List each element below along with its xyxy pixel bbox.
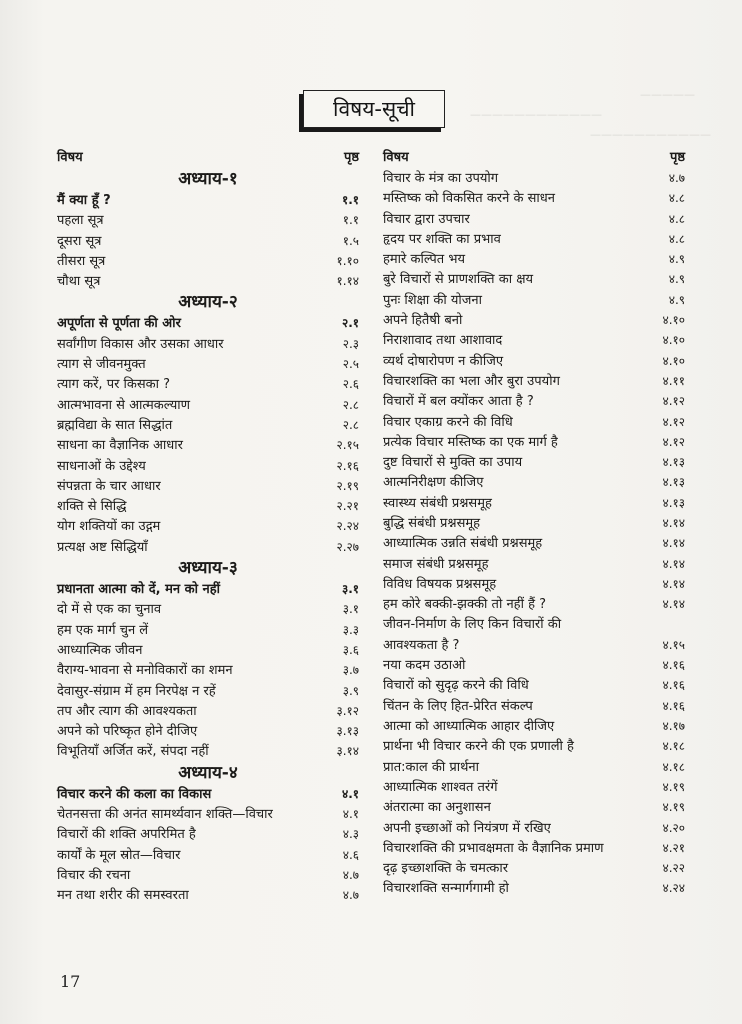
entry-title: वैराग्य-भावना से मनोविकारों का शमन bbox=[57, 663, 233, 679]
toc-entry[interactable] bbox=[383, 249, 685, 269]
entry-page: २.३ bbox=[342, 336, 359, 351]
chapter-heading: अध्याय-४ bbox=[178, 762, 238, 783]
entry-page: ४.१७ bbox=[662, 719, 685, 734]
entry-title: आध्यात्मिक जीवन bbox=[57, 642, 143, 658]
toc-entry[interactable] bbox=[57, 640, 359, 660]
entry-page: ४.१६ bbox=[662, 658, 685, 673]
chapter-heading: अध्याय-२ bbox=[178, 292, 238, 313]
toc-entry[interactable] bbox=[383, 371, 685, 391]
toc-entry[interactable] bbox=[57, 190, 359, 210]
entry-title: दूसरा सूत्र bbox=[57, 233, 102, 249]
entry-page: ४.२० bbox=[662, 820, 685, 835]
toc-entry[interactable] bbox=[57, 334, 359, 354]
entry-page: २.१९ bbox=[336, 478, 359, 493]
chapter-heading: अध्याय-३ bbox=[178, 558, 238, 579]
entry-title: आत्मनिरीक्षण कीजिए bbox=[383, 475, 484, 491]
toc-entry[interactable] bbox=[383, 269, 685, 289]
toc-entry[interactable] bbox=[383, 391, 685, 411]
toc-entry[interactable] bbox=[383, 432, 685, 452]
toc-entry[interactable] bbox=[383, 635, 685, 655]
entry-title: पुनः शिक्षा की योजना bbox=[383, 292, 483, 308]
toc-entry[interactable] bbox=[57, 824, 359, 844]
toc-entry[interactable] bbox=[57, 845, 359, 865]
entry-page: ४.१६ bbox=[662, 698, 685, 713]
toc-entry[interactable] bbox=[57, 435, 359, 455]
entry-title: आत्मा को आध्यात्मिक आहार दीजिए bbox=[383, 719, 555, 735]
toc-entry[interactable] bbox=[57, 620, 359, 640]
toc-entry[interactable] bbox=[383, 736, 685, 756]
entry-page: ४.१ bbox=[341, 786, 359, 801]
entry-page: ४.१० bbox=[662, 353, 685, 368]
toc-right-column bbox=[383, 148, 685, 899]
chapter-heading: अध्याय-१ bbox=[178, 169, 238, 189]
entry-page: २.५ bbox=[342, 357, 359, 372]
toc-entry[interactable] bbox=[383, 757, 685, 777]
entry-page: ४.१५ bbox=[662, 637, 685, 652]
entry-title: संपन्नता के चार आधार bbox=[57, 478, 161, 494]
entry-page: ४.१४ bbox=[662, 576, 685, 591]
toc-entry[interactable] bbox=[383, 472, 685, 492]
entry-page: ४.१३ bbox=[662, 475, 685, 490]
toc-entry[interactable] bbox=[383, 696, 685, 716]
toc-entry[interactable] bbox=[383, 574, 685, 594]
entry-title: विचारशक्ति सन्मार्गगामी हो bbox=[383, 881, 509, 897]
column-header bbox=[57, 148, 359, 168]
toc-entry[interactable] bbox=[383, 168, 685, 188]
toc-entry[interactable] bbox=[383, 330, 685, 350]
entry-title: चेतनसत्ता की अनंत सामर्थ्यवान शक्ति—विचार bbox=[57, 807, 273, 823]
entry-page: ३.१ bbox=[341, 582, 359, 597]
toc-entry[interactable] bbox=[57, 231, 359, 251]
toc-entry[interactable] bbox=[383, 838, 685, 858]
entry-title: हम एक मार्ग चुन लें bbox=[57, 622, 149, 638]
entry-page: ४.८ bbox=[668, 191, 685, 206]
bleed-through-text: ———————————— bbox=[470, 108, 602, 121]
entry-page: ४.२२ bbox=[662, 861, 685, 876]
entry-title: प्रात:काल की प्रार्थना bbox=[383, 759, 479, 775]
entry-title: दृढ़ इच्छाशक्ति के चमत्कार bbox=[383, 861, 509, 877]
toc-entry[interactable] bbox=[57, 313, 359, 333]
entry-title: विचार करने की कला का विकास bbox=[57, 786, 212, 802]
toc-entry[interactable] bbox=[383, 777, 685, 797]
toc-title: विषय-सूची bbox=[333, 97, 415, 121]
toc-entry[interactable] bbox=[57, 251, 359, 271]
entry-title: हमारे कल्पित भय bbox=[383, 252, 466, 268]
entry-title: हृदय पर शक्ति का प्रभाव bbox=[383, 231, 501, 247]
entry-page: ४.७ bbox=[668, 171, 685, 185]
entry-title: चौथा सूत्र bbox=[57, 274, 101, 290]
entry-title: निराशावाद तथा आशावाद bbox=[383, 333, 503, 349]
entry-page: ३.१ bbox=[342, 602, 359, 617]
entry-page: ४.१२ bbox=[662, 414, 685, 429]
entry-title: हम कोरे बक्की-झक्की तो नहीं हैं ? bbox=[383, 597, 547, 613]
toc-entry[interactable] bbox=[57, 496, 359, 516]
bleed-through-text: ——————————— bbox=[590, 128, 711, 141]
entry-title: विचार द्वारा उपचार bbox=[383, 211, 470, 227]
entry-title: दुष्ट विचारों से मुक्ति का उपाय bbox=[383, 455, 523, 471]
entry-page: ३.६ bbox=[342, 642, 359, 657]
toc-entry[interactable] bbox=[57, 456, 359, 476]
toc-entry[interactable] bbox=[57, 721, 359, 741]
entry-page: १.१० bbox=[336, 253, 359, 268]
entry-page: २.१५ bbox=[336, 438, 359, 453]
toc-entry[interactable] bbox=[383, 229, 685, 249]
entry-title: कार्यों के मूल स्रोत—विचार bbox=[57, 847, 181, 863]
entry-title: जीवन-निर्माण के लिए किन विचारों की bbox=[383, 616, 562, 632]
entry-page: ४.३ bbox=[342, 827, 359, 842]
entry-title: मैं क्या हूँ ? bbox=[57, 193, 111, 208]
entry-page: ४.७ bbox=[342, 867, 359, 882]
entry-title: त्याग से जीवनमुक्त bbox=[57, 357, 146, 373]
entry-title: प्रत्येक विचार मस्तिष्क का एक मार्ग है bbox=[383, 434, 558, 450]
entry-page: ४.१३ bbox=[662, 495, 685, 510]
entry-title: चिंतन के लिए हित-प्रेरित संकल्प bbox=[383, 698, 533, 714]
toc-entry[interactable] bbox=[57, 804, 359, 824]
entry-page: ४.१४ bbox=[662, 516, 685, 531]
bleed-through-text: ————— bbox=[640, 88, 695, 101]
toc-entry[interactable] bbox=[383, 655, 685, 675]
entry-title: आध्यात्मिक शाश्वत तरंगें bbox=[383, 779, 498, 795]
toc-entry[interactable] bbox=[383, 675, 685, 695]
toc-entry[interactable] bbox=[57, 516, 359, 536]
entry-page: ४.१० bbox=[662, 333, 685, 348]
entry-title: शक्ति से सिद्धि bbox=[57, 499, 127, 515]
entry-title: त्याग करें, पर किसका ? bbox=[57, 377, 171, 393]
entry-title: सर्वांगीण विकास और उसका आधार bbox=[57, 336, 224, 352]
entry-title: विभूतियाँ अर्जित करें, संपदा नहीं bbox=[57, 744, 209, 760]
toc-entry[interactable] bbox=[383, 797, 685, 817]
entry-title: विचार के मंत्र का उपयोग bbox=[383, 171, 499, 186]
entry-page: ३.१४ bbox=[336, 744, 359, 759]
page-header: पृष्ठ bbox=[669, 150, 685, 165]
entry-title: बुद्धि संबंधी प्रश्नसमूह bbox=[383, 516, 481, 532]
entry-page: २.२४ bbox=[336, 519, 359, 534]
entry-page: ४.९ bbox=[668, 252, 685, 267]
toc-entry[interactable] bbox=[57, 784, 359, 804]
entry-title: ब्रह्मविद्या के सात सिद्धांत bbox=[57, 417, 173, 433]
entry-title: प्रधानता आत्मा को दें, मन को नहीं bbox=[57, 582, 221, 598]
entry-page: ४.२१ bbox=[662, 840, 685, 855]
column-header bbox=[383, 148, 685, 168]
toc-entry[interactable] bbox=[383, 716, 685, 736]
entry-title: देवासुर-संग्राम में हम निरपेक्ष न रहें bbox=[57, 683, 216, 699]
entry-page: १.५ bbox=[342, 233, 359, 248]
entry-title: विविध विषयक प्रश्नसमूह bbox=[383, 576, 497, 592]
entry-page: ४.१६ bbox=[662, 678, 685, 693]
toc-entry[interactable] bbox=[383, 878, 685, 898]
toc-entry[interactable] bbox=[383, 533, 685, 553]
page-number: 17 bbox=[60, 972, 81, 991]
entry-page: ४.१४ bbox=[662, 597, 685, 612]
toc-entry[interactable] bbox=[383, 452, 685, 472]
entry-page: ४.१९ bbox=[662, 800, 685, 815]
entry-page: ४.६ bbox=[342, 847, 359, 862]
entry-page: १.१ bbox=[341, 193, 359, 207]
entry-title: स्वास्थ्य संबंधी प्रश्नसमूह bbox=[383, 495, 492, 511]
entry-page: ४.१ bbox=[342, 807, 359, 822]
entry-title: प्रत्यक्ष अष्ट सिद्धियाँ bbox=[57, 539, 148, 555]
entry-title: विचारों को सुदृढ़ करने की विधि bbox=[383, 678, 529, 694]
toc-entry[interactable] bbox=[57, 865, 359, 885]
toc-entry[interactable] bbox=[383, 310, 685, 330]
toc-entry[interactable] bbox=[383, 493, 685, 513]
entry-title: अंतरात्मा का अनुशासन bbox=[383, 800, 491, 816]
entry-page: १.१ bbox=[342, 213, 359, 228]
entry-title: नया कदम उठाओ bbox=[383, 658, 466, 674]
entry-title: आत्मभावना से आत्मकल्याण bbox=[57, 397, 191, 413]
toc-entry[interactable] bbox=[383, 858, 685, 878]
entry-title: मस्तिष्क को विकसित करने के साधन bbox=[383, 191, 555, 207]
toc-entry[interactable] bbox=[57, 374, 359, 394]
toc-entry[interactable] bbox=[383, 209, 685, 229]
entry-title: मन तथा शरीर की समस्वरता bbox=[57, 888, 189, 904]
entry-page: २.१६ bbox=[336, 458, 359, 473]
entry-title: तीसरा सूत्र bbox=[57, 253, 106, 269]
entry-page: ४.१२ bbox=[662, 434, 685, 449]
toc-entry[interactable] bbox=[57, 415, 359, 435]
entry-page: ४.१८ bbox=[662, 759, 685, 774]
toc-entry[interactable] bbox=[57, 660, 359, 680]
entry-title: विचारों में बल क्योंकर आता है ? bbox=[383, 394, 534, 410]
entry-title: आध्यात्मिक उन्नति संबंधी प्रश्नसमूह bbox=[383, 536, 543, 552]
entry-page: ४.१८ bbox=[662, 739, 685, 754]
toc-entry[interactable] bbox=[383, 554, 685, 574]
subject-header: विषय bbox=[383, 150, 409, 165]
entry-title: व्यर्थ दोषारोपण न कीजिए bbox=[383, 353, 504, 369]
toc-entry[interactable] bbox=[57, 885, 359, 905]
toc-entry[interactable] bbox=[57, 741, 359, 761]
subject-header: विषय bbox=[57, 150, 83, 165]
entry-page: २.६ bbox=[342, 377, 359, 392]
entry-title: अपनी इच्छाओं को नियंत्रण में रखिए bbox=[383, 820, 551, 836]
toc-entry[interactable] bbox=[57, 681, 359, 701]
entry-title: साधना का वैज्ञानिक आधार bbox=[57, 438, 183, 454]
entry-title: विचारों की शक्ति अपरिमित है bbox=[57, 827, 196, 843]
entry-title: प्रार्थना भी विचार करने की एक प्रणाली है bbox=[383, 739, 574, 755]
entry-page: २.२७ bbox=[336, 539, 359, 554]
entry-title: समाज संबंधी प्रश्नसमूह bbox=[383, 556, 489, 572]
entry-title: साधनाओं के उद्देश्य bbox=[57, 458, 146, 474]
entry-page: २.२१ bbox=[336, 499, 359, 514]
entry-page: ४.२४ bbox=[662, 881, 685, 896]
entry-page: ४.१२ bbox=[662, 394, 685, 409]
toc-left-column bbox=[57, 148, 359, 906]
entry-page: ३.१३ bbox=[336, 724, 359, 739]
entry-page: ४.१४ bbox=[662, 556, 685, 571]
entry-page: ४.७ bbox=[342, 888, 359, 903]
entry-title: पहला सूत्र bbox=[57, 213, 104, 229]
entry-title: विचार की रचना bbox=[57, 867, 131, 883]
entry-title: तप और त्याग की आवश्यकता bbox=[57, 703, 197, 719]
entry-page: ४.१९ bbox=[662, 779, 685, 794]
toc-entry[interactable] bbox=[383, 818, 685, 838]
toc-entry[interactable] bbox=[383, 513, 685, 533]
entry-page: ४.९ bbox=[668, 272, 685, 287]
entry-page: ३.३ bbox=[342, 622, 359, 637]
entry-title: बुरे विचारों से प्राणशक्ति का क्षय bbox=[383, 272, 534, 288]
entry-page: २.१ bbox=[341, 316, 359, 331]
entry-page: १.१४ bbox=[336, 274, 359, 289]
toc-entry[interactable] bbox=[383, 351, 685, 371]
entry-page: ४.९ bbox=[668, 292, 685, 307]
toc-entry[interactable] bbox=[57, 537, 359, 557]
toc-title-box bbox=[303, 90, 445, 128]
entry-page: २.८ bbox=[342, 417, 359, 432]
entry-page: ३.९ bbox=[342, 683, 359, 698]
entry-page: ४.१४ bbox=[662, 536, 685, 551]
toc-entry[interactable] bbox=[57, 599, 359, 619]
toc-entry[interactable] bbox=[57, 395, 359, 415]
entry-title: विचारशक्ति की प्रभावक्षमता के वैज्ञानिक प्रमाण bbox=[383, 840, 604, 856]
entry-title: अपूर्णता से पूर्णता की ओर bbox=[57, 316, 181, 332]
toc-entry[interactable] bbox=[57, 210, 359, 230]
entry-page: २.८ bbox=[342, 397, 359, 412]
entry-page: ४.१० bbox=[662, 313, 685, 328]
toc-entry[interactable] bbox=[383, 290, 685, 310]
entry-title: दो में से एक का चुनाव bbox=[57, 602, 162, 618]
toc-entry[interactable] bbox=[57, 354, 359, 374]
entry-title: योग शक्तियों का उद्गम bbox=[57, 519, 161, 535]
entry-title: अपने हितैषी बनो bbox=[383, 313, 463, 329]
toc-entry[interactable] bbox=[57, 701, 359, 721]
toc-entry[interactable] bbox=[383, 412, 685, 432]
toc-entry[interactable] bbox=[57, 476, 359, 496]
toc-entry[interactable] bbox=[57, 579, 359, 599]
entry-title: अपने को परिष्कृत होने दीजिए bbox=[57, 724, 198, 740]
entry-title: विचार एकाग्र करने की विधि bbox=[383, 414, 513, 430]
entry-page: ४.८ bbox=[668, 211, 685, 226]
entry-page: ४.१३ bbox=[662, 455, 685, 470]
entry-page: ३.१२ bbox=[336, 703, 359, 718]
toc-entry[interactable] bbox=[383, 615, 685, 635]
entry-title: विचारशक्ति का भला और बुरा उपयोग bbox=[383, 373, 560, 389]
page-header: पृष्ठ bbox=[343, 150, 359, 165]
toc-entry[interactable] bbox=[383, 594, 685, 614]
toc-entry[interactable] bbox=[383, 188, 685, 208]
toc-entry[interactable] bbox=[57, 271, 359, 291]
entry-page: ४.११ bbox=[662, 373, 685, 388]
entry-title: आवश्यकता है ? bbox=[383, 637, 460, 653]
entry-page: ४.८ bbox=[668, 231, 685, 246]
entry-page: ३.७ bbox=[342, 663, 359, 678]
